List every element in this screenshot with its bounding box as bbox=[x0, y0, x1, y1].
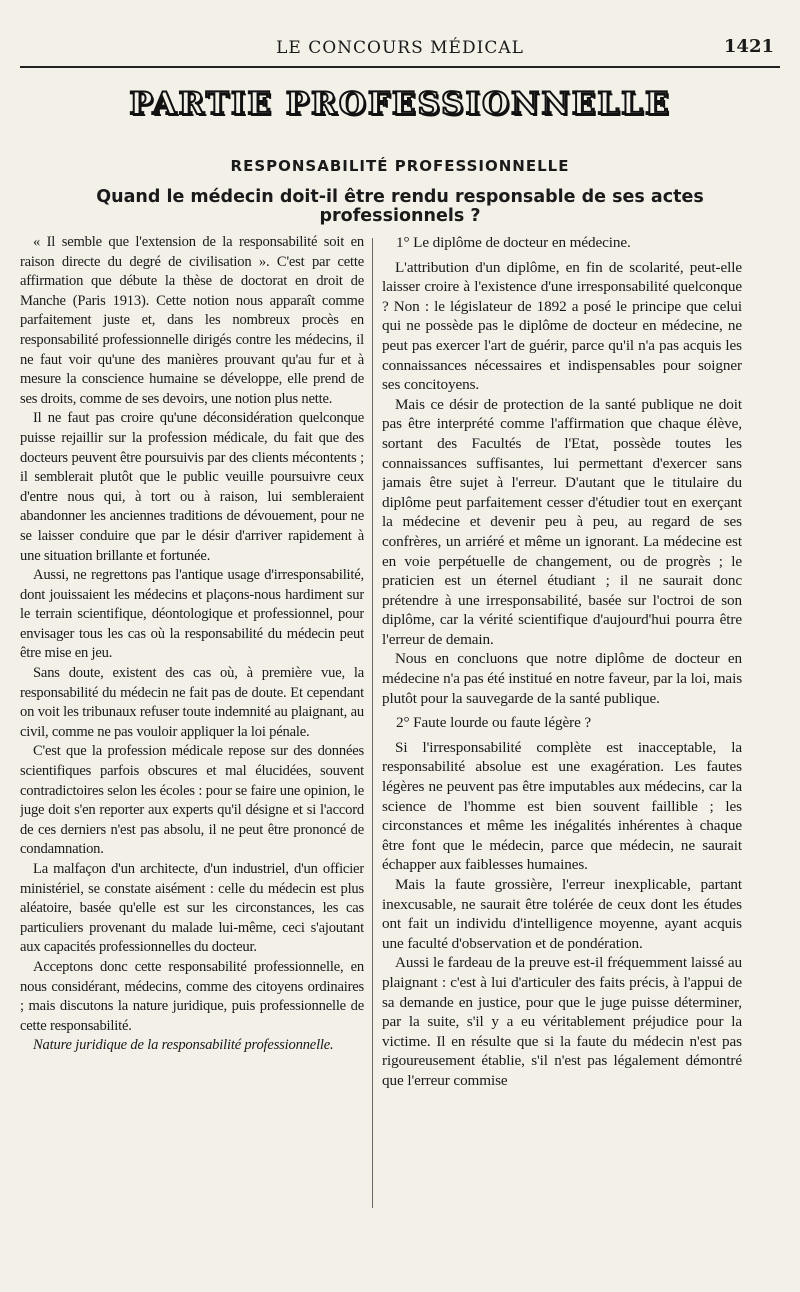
right-paragraph: Aussi le fardeau de la preuve est-il fréquemment laissé au plaignant : c'est à lui d'articuler des faits précis, à l'appui de sa demande en justice, pour que le juge puisse déterminer, par la suite, s'il y a eu véritablement préjudice pour la victime. Il en résulte que si la faute du médecin n'est pas rigoureusement établie, s'il n'est pas légalement démontré que l'erreur commise bbox=[382, 954, 742, 1089]
right-paragraph: Mais la faute grossière, l'erreur inexplicable, partant inexcusable, ne saurait être tolérée de ceux dont les études ont fait un individu d'intelligence moyenne, ayant acquis une faculté d'observation et de pondération. bbox=[382, 876, 742, 952]
subheading-fault: 2° Faute lourde ou faute légère ? bbox=[396, 714, 592, 732]
running-header bbox=[20, 34, 780, 68]
rubric-heading: RESPONSABILITÉ PROFESSIONNELLE bbox=[230, 157, 570, 175]
section-title: PARTIE PROFESSIONNELLE bbox=[129, 86, 671, 122]
journal-title: LE CONCOURS MÉDICAL bbox=[276, 38, 524, 58]
right-column bbox=[382, 233, 742, 1233]
left-closing-heading: Nature juridique de la responsabilité professionnelle. bbox=[33, 1037, 334, 1054]
right-paragraph: L'attribution d'un diplôme, en fin de scolarité, peut-elle laisser croire à l'existence d'une irresponsabilité quelconque ? Non : le législateur de 1892 a posé le principe que celui qui ne possède pas le diplôme de docteur en médecine, ne peut pas exercer l'art de guérir, parce qu'il n'a pas acquis les connaissances nécessaires et indispensables pour soigner ses concitoyens. bbox=[382, 258, 742, 394]
subheading-diploma: 1° Le diplôme de docteur en médecine. bbox=[396, 234, 631, 251]
right-paragraph: Nous en concluons que notre diplôme de docteur en médecine n'a pas été institué en notre faveur, par la loi, mais plutôt pour la sauvegarde de la santé publique. bbox=[382, 650, 742, 707]
left-paragraph: Aussi, ne regrettons pas l'antique usage d'irresponsabilité, dont jouissaient les médecins et plaçons-nous hardiment sur le terrain scientifique, déontologique et professionnel, pour envisager tous les cas où la responsabilité du médecin peut être mise en jeu. bbox=[20, 567, 364, 662]
article-title: Quand le médecin doit-il être rendu responsable de ses actes professionnels ? bbox=[96, 187, 704, 226]
left-paragraph: Sans doute, existent des cas où, à première vue, la responsabilité du médecin ne fait pas de doute. Et cependant on voit les tribunaux refuser toute indemnité au plaignant, au civil, comme ne pas vouloir appliquer la loi pénale. bbox=[20, 665, 364, 740]
left-paragraph: La malfaçon d'un architecte, d'un industriel, d'un officier ministériel, se constate aisément : celle du médecin est plus aléatoire, basée qu'elle est sur les circonstances, les cas particuliers provenant du malade lui-même, ceci s'ajoutant aux capacités professionnelles du docteur. bbox=[20, 861, 364, 956]
left-column bbox=[20, 233, 364, 1233]
left-paragraph: Acceptons donc cette responsabilité professionnelle, en nous considérant, médecins, comme des citoyens ordinaires ; mais discutons la nature juridique, puis professionnelle de cette responsabilité. bbox=[20, 958, 364, 1034]
left-paragraph: C'est que la profession médicale repose sur des données scientifiques parfois obscures et mal élucidées, souvent contradictoires selon les écoles : pour se faire une opinion, le juge doit s'en reporter aux experts qu'il désigne et si l'accord de ces derniers n'est pas absolu, il ne peut être prononcé de condamnation. bbox=[20, 743, 364, 858]
column-divider bbox=[372, 238, 373, 1208]
right-paragraph: Si l'irresponsabilité complète est inacceptable, la responsabilité absolue est une exagération. Les fautes légères ne peuvent pas être imputables aux médecins, car la science de l'homme est bien souvent faillible ; les circonstances et même les inégalités inhérentes à chaque être font que le médecin, parce que médecin, ne saurait échapper aux faiblesses humaines. bbox=[382, 738, 742, 874]
left-paragraph: « Il semble que l'extension de la responsabilité soit en raison directe du degré de civilisation ». C'est par cette affirmation que débute la thèse de doctorat en droit de Manche (Paris 1913). Cette notion nous apparaît comme parfaitement juste et, dans les nombreux procès en responsabilité professionnelle dirigés contre les médecins, il ne faut voir qu'une des manières prouvant qu'au fur et à mesure la conscience humaine se développe, elle prend de ses droits, comme de ses devoirs, une notion plus nette. bbox=[20, 234, 364, 407]
page-number: 1421 bbox=[723, 36, 774, 57]
left-paragraph: Il ne faut pas croire qu'une déconsidération quelconque puisse rejaillir sur la profession médicale, du fait que des docteurs peuvent être poursuivis par des clients mécontents ; il semblerait plutôt que le public veuille poursuivre ceux d'entre nous qui, à tort ou à raison, lui sembleraient abandonner les anciennes traditions de dévouement, pour ne se laisser conduire que par le désir d'arriver rapidement à une situation brillante et fortunée. bbox=[20, 410, 364, 564]
right-paragraph: Mais ce désir de protection de la santé publique ne doit pas être interprété comme l'affirmation que chaque élève, sortant des Facultés de l'Etat, possède toutes les connaissances suffisantes, lui permettant d'exercer sans jamais être sujet à l'erreur. D'autant que le titulaire du diplôme peut parfaitement cesser d'étudier tout en exerçant la médecine et devenir peu à peu, au regard de ses confrères, un arriéré et même un ignorant. La médecine est en voie perpétuelle de changement, ou de progrès ; le praticien est un éternel étudiant ; il ne saurait donc prétendre à une irresponsabilité, basée sur l'octroi de son diplôme, car la vérité scientifique d'aujourd'hui pourra être l'erreur de demain. bbox=[382, 395, 742, 648]
